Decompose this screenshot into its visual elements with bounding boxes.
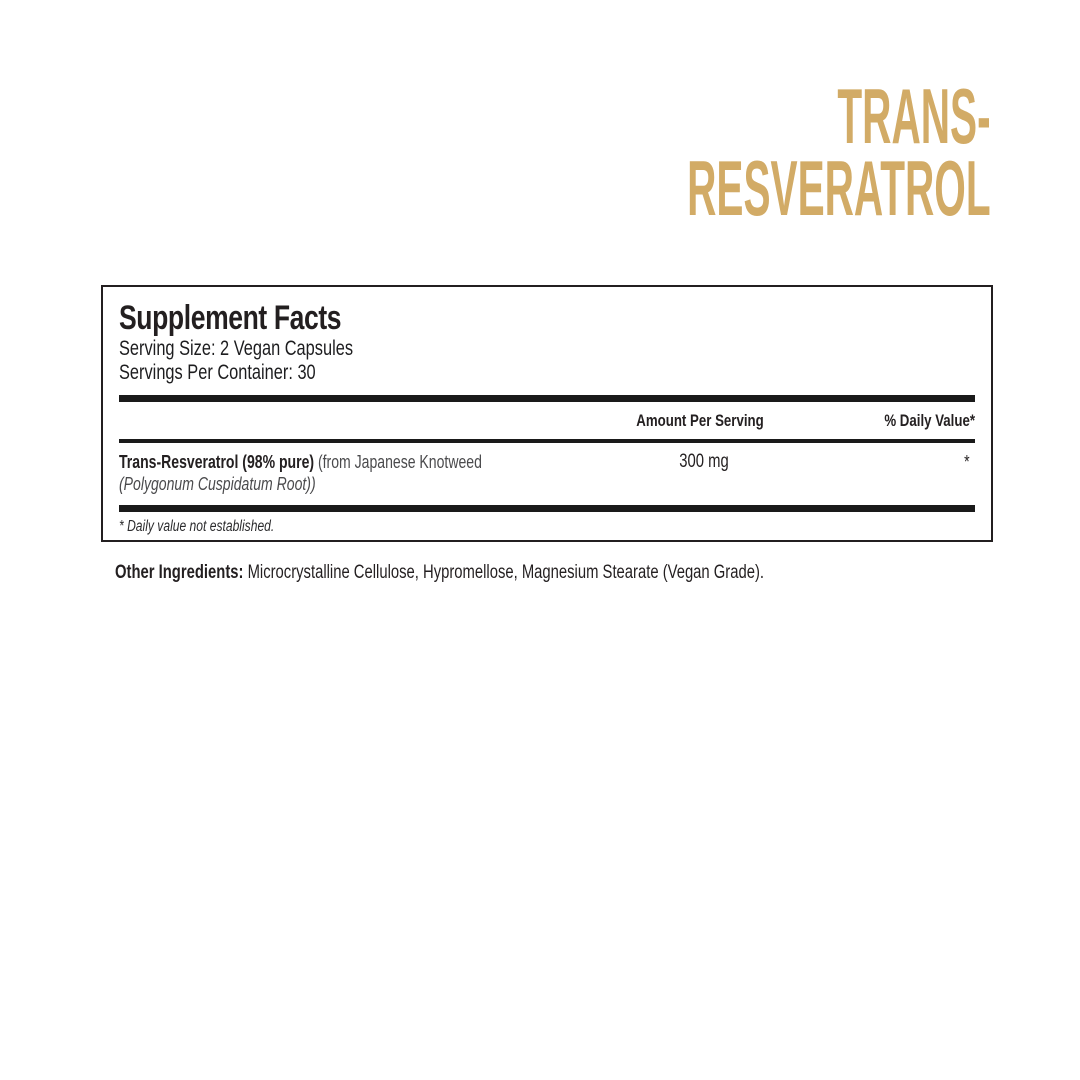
column-header-amount: Amount Per Serving	[636, 411, 764, 430]
divider-thick-bottom	[119, 505, 975, 512]
other-ingredients-text: Microcrystalline Cellulose, Hypromellose, Magnesium Stearate (Vegan Grade).	[247, 562, 765, 583]
other-ingredients	[115, 561, 817, 585]
table-header-row	[119, 402, 975, 439]
servings-per-container: Servings Per Container: 30	[119, 361, 316, 384]
column-header-daily-value: % Daily Value*	[884, 411, 975, 430]
supplement-facts-panel	[101, 285, 993, 542]
nutrient-name	[119, 451, 482, 495]
nutrient-amount: 300 mg	[679, 451, 729, 472]
product-title	[687, 72, 991, 232]
facts-title: Supplement Facts	[119, 299, 342, 337]
nutrient-name-botanical: (Polygonum Cuspidatum Root))	[119, 474, 316, 494]
product-title-line1: TRANS-	[837, 72, 991, 160]
other-ingredients-label: Other Ingredients:	[115, 562, 244, 583]
product-title-line2: RESVERATROL	[687, 144, 991, 232]
daily-value-footnote: * Daily value not established.	[119, 518, 275, 535]
serving-size: Serving Size: 2 Vegan Capsules	[119, 337, 354, 360]
nutrient-name-main: Trans-Resveratrol (98% pure)	[119, 452, 315, 472]
divider-thick-top	[119, 395, 975, 402]
nutrient-daily-value: *	[964, 452, 970, 472]
nutrient-name-source: (from Japanese Knotweed	[317, 452, 482, 472]
table-row	[119, 443, 975, 495]
